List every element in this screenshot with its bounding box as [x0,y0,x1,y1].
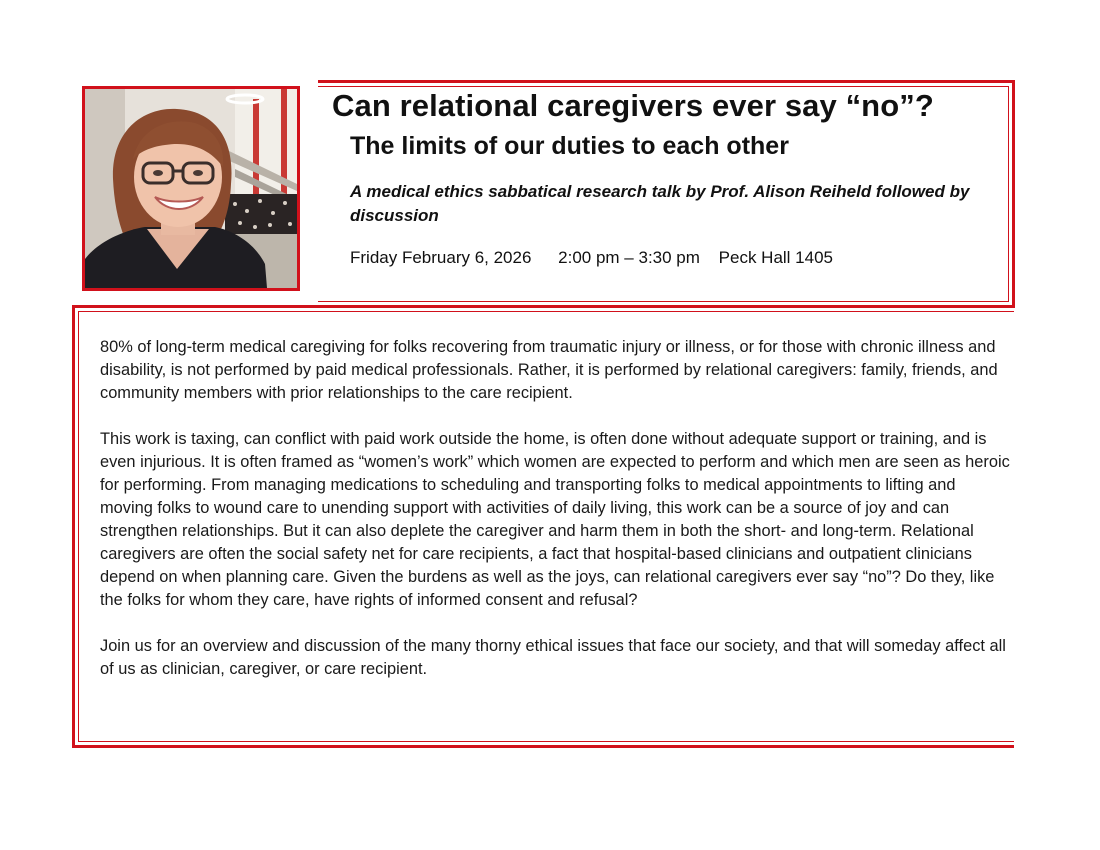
paragraph-invite: Join us for an overview and discussion of the many thorny ethical issues that face our society, and that will someday affect all of us as clinician, caregiver, or care recipient. [100,637,1006,678]
event-details [350,248,833,268]
event-byline: A medical ethics sabbatical research talk by Prof. Alison Reiheld followed by discussion [350,182,970,225]
paragraph-main: This work is taxing, can conflict with paid work outside the home, is often done without adequate support or training, and is even injurious. It is often framed as “women’s work” which women are expected to perform and which men are seen as heroic for performing. From managing medications to scheduling and transporting folks to medical appointments to lifting and moving folks to wound care to unending support with activities of daily living, this work can be a source of joy and can strengthen relationships. But it can also deplete the caregiver and harm them in both the short- and long-term. Relational caregivers are often the social safety net for care recipients, a fact that hospital-based clinicians and outpatient clinicians depend on when planning care. Given the burdens as well as the joys, can relational caregivers ever say “no”? Do they, like the folks for whom they care, have rights of informed consent and refusal? [100,430,1010,609]
description [100,336,1010,704]
event-subtitle: The limits of our duties to each other [350,132,789,160]
event-time: 2:00 pm – 3:30 pm [558,248,700,267]
event-title: Can relational caregivers ever say “no”? [332,88,934,123]
speaker-photo-image [85,89,297,288]
event-date: Friday February 6, 2026 [350,248,532,267]
paragraph-intro: 80% of long-term medical caregiving for folks recovering from traumatic injury or illness, or for those with chronic illness and disability, is not performed by paid medical professionals. Rather, it is performed by relational caregivers: family, friends, and community members with prior relationships to the care recipient. [100,338,998,402]
speaker-photo [82,86,300,291]
event-location: Peck Hall 1405 [718,248,833,267]
